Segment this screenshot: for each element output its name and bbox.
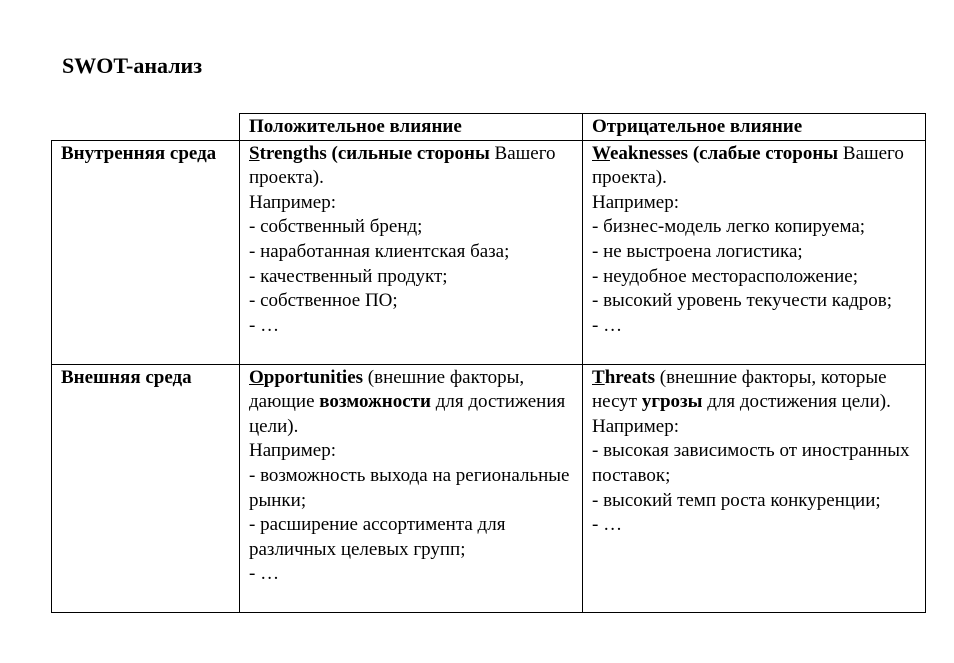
table-row-external	[52, 364, 926, 612]
list-item: - …	[592, 314, 623, 336]
threats-keyword: угрозы	[641, 391, 703, 413]
strengths-example-label: Например:	[249, 191, 336, 213]
list-item: - неудобное месторасположение;	[592, 265, 858, 287]
header-negative: Отрицательное влияние	[583, 114, 926, 141]
table-row-internal	[52, 140, 926, 364]
list-item: - высокий уровень текучести кадров;	[592, 290, 893, 312]
list-item: - высокая зависимость от иностранных поставок;	[592, 440, 910, 486]
table-header-row	[52, 114, 926, 141]
threats-cell	[583, 364, 926, 612]
opportunities-heading: Opportunities	[249, 366, 364, 388]
opportunities-keyword: возможности	[319, 391, 431, 413]
threats-text-2: для достижения цели).	[707, 391, 891, 413]
list-item: - …	[592, 514, 623, 536]
weaknesses-cell	[583, 140, 926, 364]
list-item: - возможность выхода на региональные рынки;	[249, 464, 570, 511]
list-item: - качественный продукт;	[249, 265, 448, 287]
weaknesses-example-label: Например:	[592, 191, 679, 213]
list-item: - собственное ПО;	[249, 290, 398, 312]
swot-table	[51, 113, 926, 613]
opportunities-example-label: Например:	[249, 440, 336, 462]
threats-text-1: (внешние факторы, которые несут	[592, 366, 887, 413]
list-item: - бизнес-модель легко копируема;	[592, 216, 866, 238]
row-label-internal: Внутренняя среда	[52, 140, 240, 364]
list-item: - наработанная клиентская база;	[249, 240, 510, 262]
strengths-heading: Strengths (сильные стороны	[249, 142, 490, 164]
opportunities-text-2: для достижения цели).	[249, 391, 566, 437]
page-title: SWOT-анализ	[62, 53, 203, 78]
threats-example-label: Например:	[592, 415, 679, 437]
list-item: - высокий темп роста конкуренции;	[592, 489, 881, 511]
list-item: - не выстроена логистика;	[592, 240, 803, 262]
row-label-external: Внешняя среда	[52, 364, 240, 612]
empty-corner-cell	[52, 114, 240, 141]
strengths-cont: Вашего проекта).	[249, 142, 556, 189]
weaknesses-heading: Weaknesses (слабые стороны	[592, 142, 839, 164]
strengths-cell	[240, 140, 583, 364]
list-item: - …	[249, 314, 280, 336]
threats-heading: Threats	[592, 366, 655, 388]
weaknesses-cont: Вашего проекта).	[592, 142, 904, 189]
list-item: - собственный бренд;	[249, 216, 423, 238]
opportunities-cell	[240, 364, 583, 612]
header-positive: Положительное влияние	[240, 114, 583, 141]
list-item: - расширение ассортимента для различных целевых групп;	[249, 514, 506, 560]
opportunities-text-1: (внешние факторы, дающие	[249, 366, 525, 413]
list-item: - …	[249, 563, 280, 585]
